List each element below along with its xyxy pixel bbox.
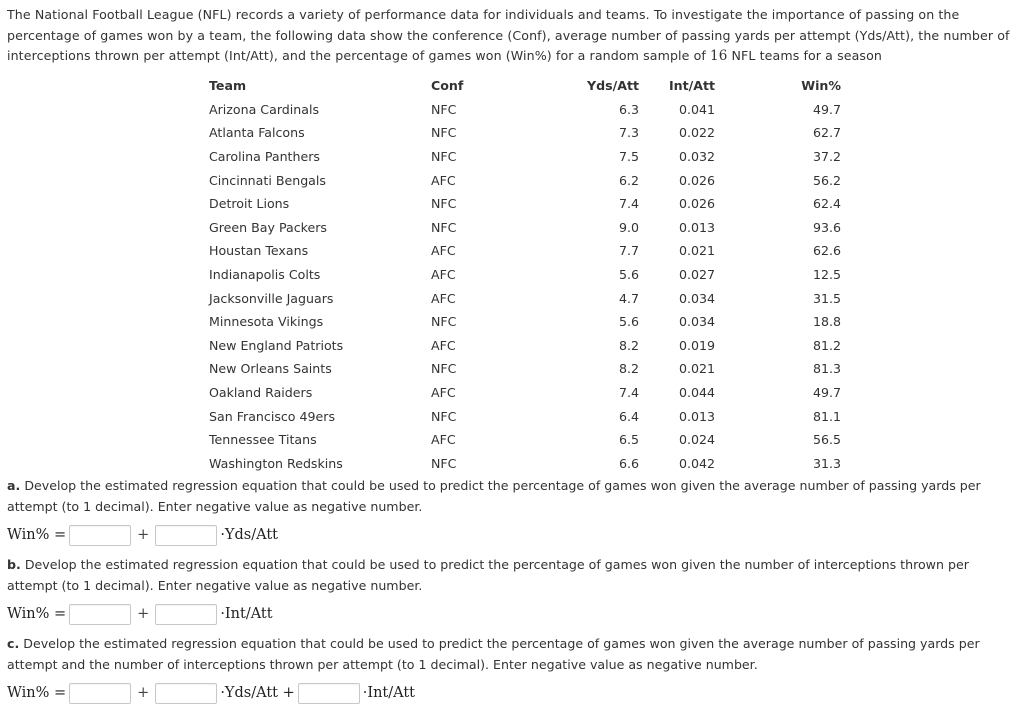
intro-text-before: The National Football League (NFL) records a variety of performance data for individuals and teams. To investigate the importance of passing on the percentage of games won by a team, the following data show the conference (Conf), average number of passing yards per attempt (Yds/Att), the number of interceptions thrown per attempt (Int/Att), and the percentage of games won (Win%) for a random sample of xyxy=(7,7,1010,64)
equation-b-term: ·Int/Att xyxy=(220,606,273,622)
cell-win-pct: 81.3 xyxy=(812,361,841,377)
cell-yds-att: 6.4 xyxy=(618,408,639,424)
cell-conf: AFC xyxy=(431,172,456,188)
slope-int-input-c[interactable] xyxy=(298,683,360,704)
cell-int-att: 0.026 xyxy=(678,196,715,212)
cell-team: Minnesota Vikings xyxy=(209,314,324,330)
cell-yds-att: 6.5 xyxy=(618,432,639,448)
table-row xyxy=(205,381,845,405)
table-row xyxy=(205,334,845,358)
nfl-data-table xyxy=(205,74,845,475)
equation-a xyxy=(7,523,278,547)
table-row xyxy=(205,145,845,169)
cell-int-att: 0.026 xyxy=(678,172,715,188)
equation-c-term1: ·Yds/Att + xyxy=(220,685,295,701)
header-yds-att: Yds/Att xyxy=(586,78,639,94)
cell-win-pct: 31.3 xyxy=(812,455,841,471)
question-a-label: a. xyxy=(7,478,21,493)
cell-win-pct: 49.7 xyxy=(812,385,841,401)
question-a xyxy=(7,475,1017,517)
equation-c-plus: + xyxy=(137,685,150,701)
cell-int-att: 0.013 xyxy=(678,219,715,235)
cell-int-att: 0.034 xyxy=(678,314,715,330)
cell-yds-att: 7.4 xyxy=(618,196,639,212)
cell-win-pct: 56.5 xyxy=(812,432,841,448)
question-c-text: Develop the estimated regression equation that could be used to predict the percentage of games won given the average number of passing yards per attempt and the number of interceptions thrown per attempt (to 1 decimal). Enter negative value as negative number. xyxy=(7,636,980,672)
header-conf: Conf xyxy=(431,78,464,94)
equation-c xyxy=(7,681,415,705)
cell-conf: NFC xyxy=(431,455,457,471)
cell-int-att: 0.019 xyxy=(678,337,715,353)
slope-yds-input-c[interactable] xyxy=(155,683,217,704)
header-team: Team xyxy=(209,78,247,94)
cell-team: Arizona Cardinals xyxy=(209,101,320,117)
question-c-label: c. xyxy=(7,636,20,651)
cell-conf: NFC xyxy=(431,196,457,212)
cell-team: Jacksonville Jaguars xyxy=(209,290,334,306)
header-win-pct: Win% xyxy=(801,78,841,94)
cell-win-pct: 37.2 xyxy=(812,149,841,165)
cell-int-att: 0.021 xyxy=(678,243,715,259)
cell-win-pct: 62.7 xyxy=(812,125,841,141)
cell-int-att: 0.034 xyxy=(678,290,715,306)
cell-win-pct: 18.8 xyxy=(812,314,841,330)
cell-conf: NFC xyxy=(431,408,457,424)
cell-win-pct: 12.5 xyxy=(812,267,841,283)
cell-conf: NFC xyxy=(431,149,457,165)
cell-team: Detroit Lions xyxy=(209,196,290,212)
slope-yds-input-a[interactable] xyxy=(155,525,217,546)
cell-team: Cincinnati Bengals xyxy=(209,172,326,188)
cell-conf: AFC xyxy=(431,385,456,401)
cell-team: Indianapolis Colts xyxy=(209,267,321,283)
cell-int-att: 0.027 xyxy=(678,267,715,283)
equation-a-term: ·Yds/Att xyxy=(220,527,278,543)
cell-yds-att: 6.6 xyxy=(618,455,639,471)
cell-conf: NFC xyxy=(431,125,457,141)
table-row xyxy=(205,168,845,192)
cell-win-pct: 62.6 xyxy=(812,243,841,259)
equation-b xyxy=(7,602,273,626)
cell-conf: NFC xyxy=(431,101,457,117)
intercept-input-a[interactable] xyxy=(69,525,131,546)
question-b-label: b. xyxy=(7,557,21,572)
cell-int-att: 0.032 xyxy=(678,149,715,165)
cell-conf: AFC xyxy=(431,337,456,353)
cell-win-pct: 93.6 xyxy=(812,219,841,235)
cell-yds-att: 9.0 xyxy=(618,219,639,235)
cell-team: Carolina Panthers xyxy=(209,149,320,165)
cell-yds-att: 7.7 xyxy=(618,243,639,259)
cell-win-pct: 56.2 xyxy=(812,172,841,188)
cell-win-pct: 31.5 xyxy=(812,290,841,306)
cell-int-att: 0.022 xyxy=(678,125,715,141)
intercept-input-c[interactable] xyxy=(69,683,131,704)
cell-yds-att: 6.2 xyxy=(618,172,639,188)
cell-team: Oakland Raiders xyxy=(209,385,313,401)
cell-win-pct: 81.1 xyxy=(812,408,841,424)
table-row xyxy=(205,286,845,310)
table-header-row xyxy=(205,74,845,98)
table-row xyxy=(205,263,845,287)
cell-team: Houstan Texans xyxy=(209,243,309,259)
cell-yds-att: 5.6 xyxy=(618,314,639,330)
cell-int-att: 0.044 xyxy=(678,385,715,401)
table-row xyxy=(205,192,845,216)
cell-yds-att: 8.2 xyxy=(618,361,639,377)
cell-team: Tennessee Titans xyxy=(209,432,317,448)
question-a-text: Develop the estimated regression equation that could be used to predict the percentage of games won given the average number of passing yards per attempt (to 1 decimal). Enter negative value as negative number. xyxy=(7,478,981,514)
cell-int-att: 0.041 xyxy=(678,101,715,117)
cell-win-pct: 81.2 xyxy=(812,337,841,353)
cell-int-att: 0.042 xyxy=(678,455,715,471)
cell-team: San Francisco 49ers xyxy=(209,408,336,424)
cell-team: Green Bay Packers xyxy=(209,219,327,235)
cell-conf: AFC xyxy=(431,267,456,283)
cell-int-att: 0.013 xyxy=(678,408,715,424)
table-row xyxy=(205,98,845,122)
equation-b-plus: + xyxy=(137,606,150,622)
table-row xyxy=(205,239,845,263)
equation-c-term2: ·Int/Att xyxy=(362,685,416,701)
cell-team: New England Patriots xyxy=(209,337,344,353)
table-row xyxy=(205,310,845,334)
slope-int-input-b[interactable] xyxy=(155,604,217,625)
table-row xyxy=(205,121,845,145)
cell-yds-att: 4.7 xyxy=(618,290,639,306)
cell-conf: AFC xyxy=(431,290,456,306)
table-row xyxy=(205,216,845,240)
equation-a-lhs: Win% = xyxy=(7,527,67,543)
table-row xyxy=(205,428,845,452)
cell-int-att: 0.024 xyxy=(678,432,715,448)
cell-win-pct: 49.7 xyxy=(812,101,841,117)
problem-intro xyxy=(7,5,1015,67)
cell-int-att: 0.021 xyxy=(678,361,715,377)
cell-win-pct: 62.4 xyxy=(812,196,841,212)
cell-team: New Orleans Saints xyxy=(209,361,332,377)
cell-conf: NFC xyxy=(431,361,457,377)
table-row xyxy=(205,357,845,381)
cell-yds-att: 8.2 xyxy=(618,337,639,353)
equation-b-lhs: Win% = xyxy=(7,606,67,622)
cell-team: Washington Redskins xyxy=(209,455,343,471)
cell-conf: AFC xyxy=(431,243,456,259)
equation-c-lhs: Win% = xyxy=(7,685,67,701)
cell-conf: NFC xyxy=(431,314,457,330)
equation-a-plus: + xyxy=(137,527,150,543)
question-c xyxy=(7,633,1017,675)
cell-conf: NFC xyxy=(431,219,457,235)
header-int-att: Int/Att xyxy=(668,78,715,94)
table-row xyxy=(205,452,845,476)
cell-yds-att: 7.5 xyxy=(618,149,639,165)
question-b xyxy=(7,554,1017,596)
cell-team: Atlanta Falcons xyxy=(209,125,305,141)
cell-conf: AFC xyxy=(431,432,456,448)
cell-yds-att: 6.3 xyxy=(618,101,639,117)
question-b-text: Develop the estimated regression equation that could be used to predict the percentage of games won given the number of interceptions thrown per attempt (to 1 decimal). Enter negative value as negative number. xyxy=(7,557,969,593)
intro-text-after: NFL teams for a season xyxy=(727,48,882,64)
intercept-input-b[interactable] xyxy=(69,604,131,625)
cell-yds-att: 7.3 xyxy=(618,125,639,141)
sample-size: 16 xyxy=(710,48,728,65)
table-row xyxy=(205,404,845,428)
cell-yds-att: 5.6 xyxy=(618,267,639,283)
cell-yds-att: 7.4 xyxy=(618,385,639,401)
